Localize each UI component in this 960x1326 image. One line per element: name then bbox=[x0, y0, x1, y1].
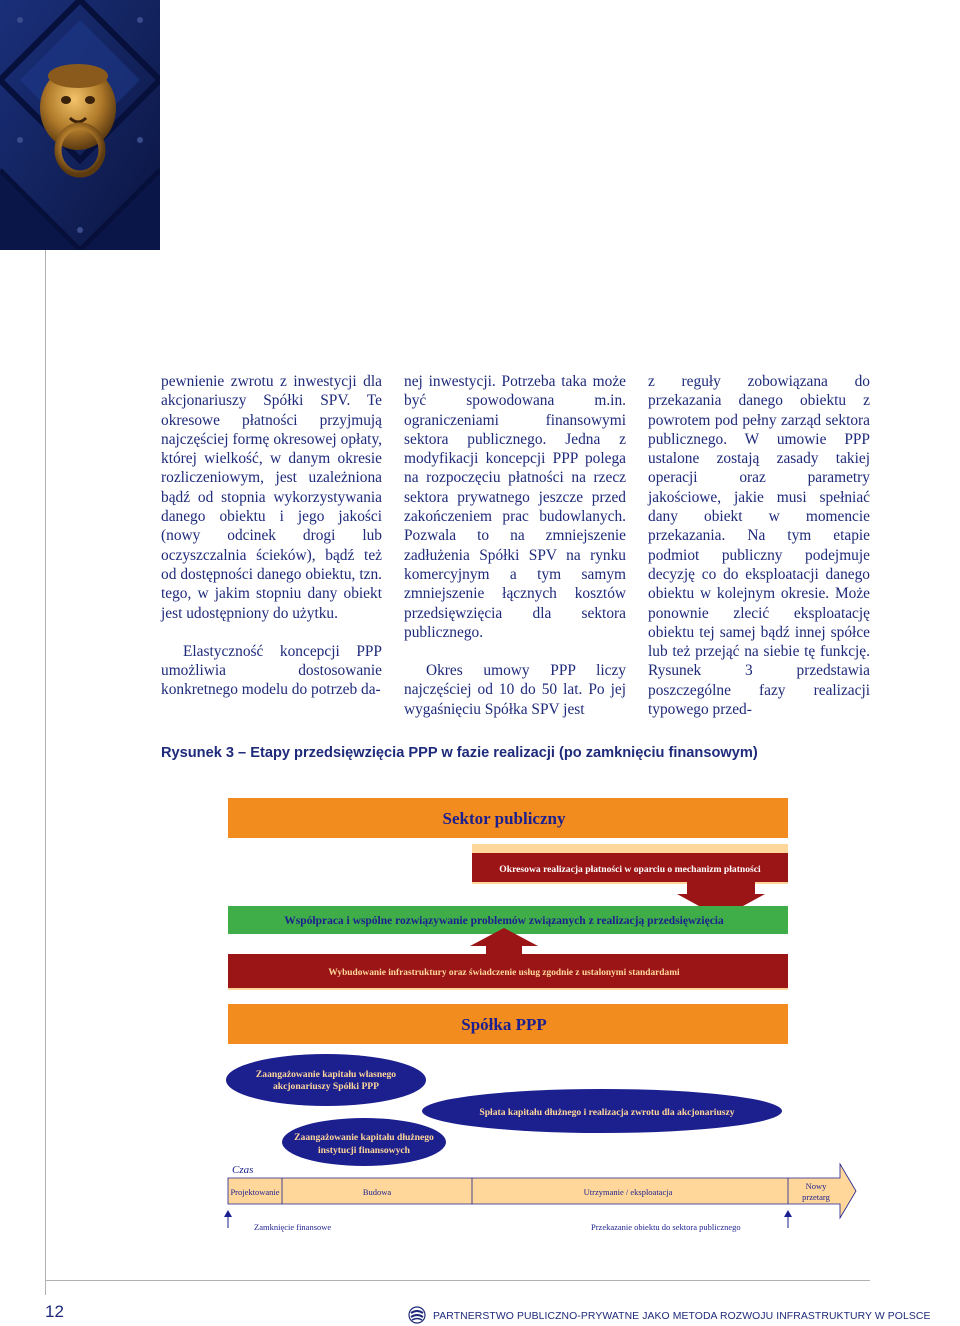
time-label: Czas bbox=[232, 1164, 254, 1176]
page-number: 12 bbox=[45, 1302, 64, 1321]
paragraph: nej inwestycji. Potrzeba taka może być spowodowana m.in. ograniczeniami finansowymi sektora publicznego. Jedna z modyfikacji koncepcji PPP polega na rozpoczęciu płatności na rzecz sektora prywatnego jeszcze przed zakończeniem prac budowlanych. Pozwala to na zmniejszenie zadłużenia Spółki SPV na rynku komercyjnym a tym samym zmniejszenie łącznych kosztów przedsięwzięcia dla sektora publicznego. bbox=[404, 373, 626, 641]
milestone-arrow-icon bbox=[784, 1210, 792, 1217]
ppp-logo-icon bbox=[408, 1306, 426, 1324]
text-column-1 bbox=[161, 372, 382, 700]
public-sector-label: Sektor publiczny bbox=[442, 809, 566, 828]
text-column-2 bbox=[404, 372, 626, 719]
footer-rule bbox=[45, 1280, 870, 1281]
paragraph: z reguły zobowiązana do przekazania danego obiektu z powrotem pod pełny zarząd sektora publicznego. W umowie PPP ustalone zostają zasady takiej operacji oraz parametry jakościowe, jakie musi spełniać dany obiekt w momencie przekazania. Na tym etapie podmiot publiczny podejmuje decyzję co do eksploatacji danego obiektu w kolejnym okresie. Może ponownie zlecić eksploatację obiektu tej samej bądź innej spółce lub też przejąć na siebie tę funkcję. Rysunek 3 przedstawia poszczególne fazy realizacji typowego przed- bbox=[648, 373, 870, 719]
debt-label-line1: Zaangażowanie kapitału dłużnego bbox=[294, 1132, 434, 1143]
debt-label-line2: instytucji finansowych bbox=[318, 1145, 410, 1156]
paragraph: Okres umowy PPP liczy najczęściej od 10 do 50 lat. Po jej wygaśnięciu Spółka SPV jest bbox=[404, 662, 626, 718]
cooperation-label: Współpraca i wspólne rozwiązywanie problemów związanych z realizacją przedsięwzięcia bbox=[284, 915, 724, 927]
figure-title: Rysunek 3 – Etapy przedsięwzięcia PPP w fazie realizacji (po zamknięciu finansowym) bbox=[161, 745, 758, 761]
repayment-label: Spłata kapitału dłużnego i realizacja zwrotu dla akcjonariuszy bbox=[479, 1107, 735, 1118]
phase-design: Projektowanie bbox=[230, 1187, 280, 1197]
footer-title: PARTNERSTWO PUBLICZNO-PRYWATNE JAKO METODA ROZWOJU INFRASTRUKTURY W POLSCE bbox=[433, 1311, 931, 1322]
ppp-stages-diagram bbox=[220, 790, 865, 1240]
company-label: Spółka PPP bbox=[461, 1015, 547, 1034]
phase-operate: Utrzymanie / eksploatacja bbox=[583, 1187, 673, 1197]
payments-label: Okresowa realizacja płatności w oparciu o mechanizm płatności bbox=[499, 864, 761, 875]
phase-build: Budowa bbox=[362, 1187, 392, 1197]
paragraph: pewnienie zwrotu z inwestycji dla akcjonariuszy Spółki SPV. Te okresowe płatności przyjmują najczęściej formę okresowej opłaty, której wielkość, w danym okresie rozliczeniowym, jest uzależniona bądź od stopnia wykorzystywania danego obiektu i jego jakości (nowy odcinek drogi lub oczyszczalnia ścieków), bądź też od dostępności danego obiektu, tzn. tego, w jakim stopniu dany obiekt jest udostępniony do użytku. bbox=[161, 373, 382, 622]
milestone-financial-close: Zamknięcie finansowe bbox=[254, 1222, 332, 1232]
equity-label-line2: akcjonariuszy Spółki PPP bbox=[272, 1081, 380, 1092]
paragraph: Elastyczność koncepcji PPP umożliwia dostosowanie konkretnego modelu do potrzeb da- bbox=[161, 642, 382, 699]
construction-label: Wybudowanie infrastruktury oraz świadczenie usług zgodnie z ustalonymi standardami bbox=[328, 968, 680, 978]
phase-new-line1: Nowy bbox=[805, 1181, 827, 1191]
text-column-3 bbox=[648, 372, 870, 719]
milestone-handover: Przekazanie obiektu do sektora publicznego bbox=[591, 1222, 741, 1232]
door-knocker-photo bbox=[0, 0, 160, 250]
phase-new-line2: przetarg bbox=[802, 1192, 830, 1202]
equity-label-line1: Zaangażowanie kapitału własnego bbox=[255, 1069, 397, 1080]
margin-rule bbox=[45, 250, 46, 1295]
equity-ellipse bbox=[226, 1054, 426, 1106]
timeline-arrow bbox=[228, 1164, 856, 1218]
milestone-arrow-icon bbox=[224, 1210, 232, 1217]
